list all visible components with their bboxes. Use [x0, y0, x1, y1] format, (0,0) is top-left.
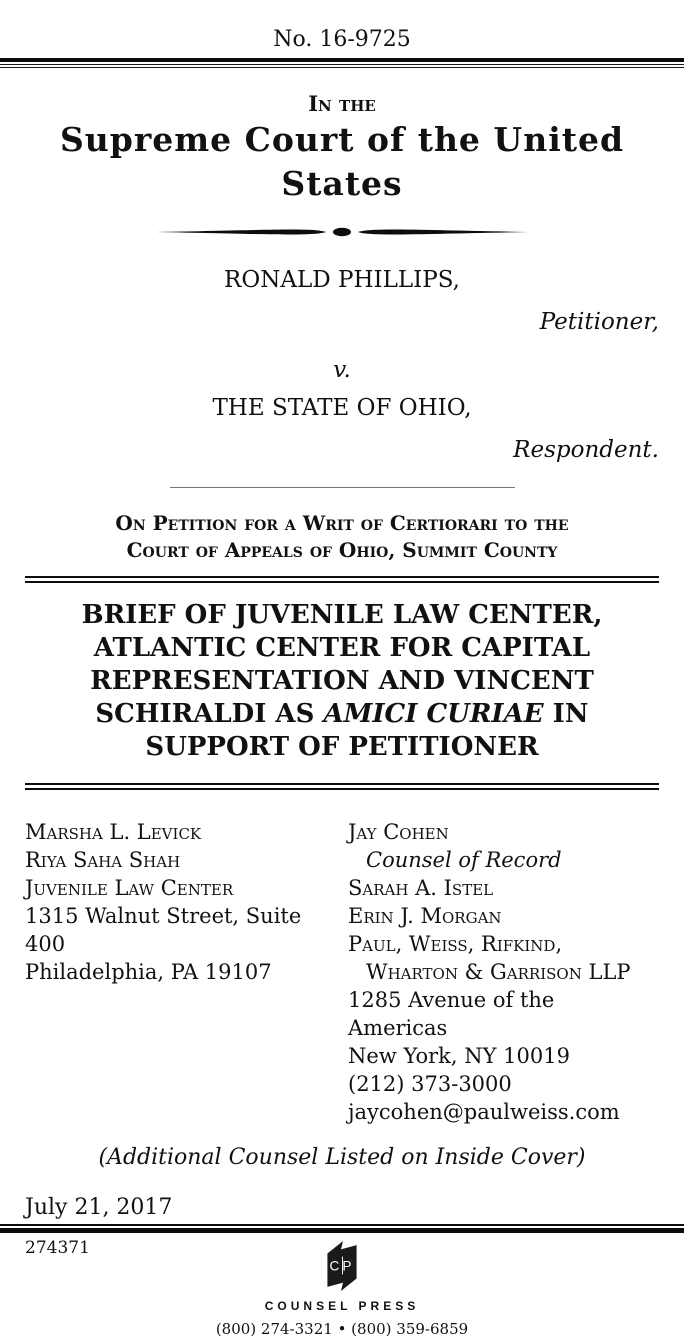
- counsel-of-record-label: Counsel of Record: [366, 848, 562, 872]
- brief-title-line4: SCHIRALDI AS AMICI CURIAE IN: [95, 699, 589, 729]
- top-rule: [0, 58, 684, 68]
- counsel-press-block: [0, 1233, 684, 1338]
- counsel-address: New York, NY 10019: [348, 1044, 570, 1068]
- counsel-name: Jay Cohen: [348, 820, 449, 844]
- caption-divider-rule: [170, 487, 515, 488]
- print-number: 274371: [25, 1238, 90, 1258]
- petition-statement-line2: Court of Appeals of Ohio, Summit County: [126, 538, 558, 562]
- counsel-left-column: [25, 818, 348, 1126]
- brief-title-line5: SUPPORT OF PETITIONER: [145, 732, 539, 762]
- double-rule-above-title: [25, 576, 659, 583]
- counsel-organization: Juvenile Law Center: [25, 876, 234, 900]
- cp-logo-text: CP: [329, 1258, 355, 1274]
- counsel-press-logo-icon: [321, 1241, 363, 1291]
- in-the-label: In the: [308, 91, 376, 116]
- bottom-rule-thin-bar: [0, 1224, 684, 1226]
- petitioner-role: Petitioner,: [539, 309, 659, 335]
- decorative-divider: [0, 226, 684, 238]
- counsel-press-name: COUNSEL PRESS: [264, 1299, 420, 1313]
- counsel-address: 1285 Avenue of the Americas: [348, 988, 555, 1040]
- brief-title: [25, 599, 659, 764]
- counsel-firm: Paul, Weiss, Rifkind,: [348, 932, 563, 956]
- additional-counsel-note: (Additional Counsel Listed on Inside Cover): [98, 1145, 586, 1170]
- brief-title-line3: REPRESENTATION AND VINCENT: [90, 666, 594, 696]
- respondent-role: Respondent.: [513, 437, 659, 463]
- court-name: Supreme Court of the United States: [59, 120, 625, 203]
- counsel-right-column: [348, 818, 659, 1126]
- petitioner-name: RONALD PHILLIPS,: [224, 267, 460, 293]
- petition-statement: [0, 510, 684, 564]
- counsel-name: Marsha L. Levick: [25, 820, 202, 844]
- counsel-address: 1315 Walnut Street, Suite 400: [25, 904, 302, 956]
- respondent-name: THE STATE OF OHIO,: [212, 395, 472, 421]
- counsel-phone: (212) 373-3000: [348, 1072, 512, 1096]
- versus-label: v.: [333, 357, 351, 383]
- swell-rule-icon: [156, 226, 528, 238]
- top-rule-thick-bar: [0, 58, 684, 62]
- brief-title-line1: BRIEF OF JUVENILE LAW CENTER,: [81, 600, 603, 630]
- counsel-press-phones: (800) 274-3321 • (800) 359-6859: [215, 1320, 469, 1338]
- counsel-address: Philadelphia, PA 19107: [25, 960, 272, 984]
- amici-curiae-italic: AMICI CURIAE: [323, 699, 544, 729]
- brief-title-line2: ATLANTIC CENTER FOR CAPITAL: [93, 633, 591, 663]
- counsel-name: Riya Saha Shah: [25, 848, 181, 872]
- filing-date: July 21, 2017: [25, 1195, 173, 1220]
- counsel-email: jaycohen@paulweiss.com: [348, 1100, 620, 1124]
- top-rule-thin-bar-2: [0, 67, 684, 68]
- docket-number: No. 16-9725: [273, 27, 411, 52]
- counsel-name: Sarah A. Istel: [348, 876, 494, 900]
- top-rule-thin-bar-1: [0, 64, 684, 65]
- bottom-rule: [0, 1224, 684, 1233]
- printer-footer: [0, 1233, 684, 1338]
- counsel-name: Erin J. Morgan: [348, 904, 502, 928]
- petition-statement-line1: On Petition for a Writ of Certiorari to the: [115, 511, 569, 535]
- counsel-firm: Wharton & Garrison LLP: [366, 960, 631, 984]
- double-rule-below-title: [25, 783, 659, 790]
- counsel-block: [25, 818, 659, 1126]
